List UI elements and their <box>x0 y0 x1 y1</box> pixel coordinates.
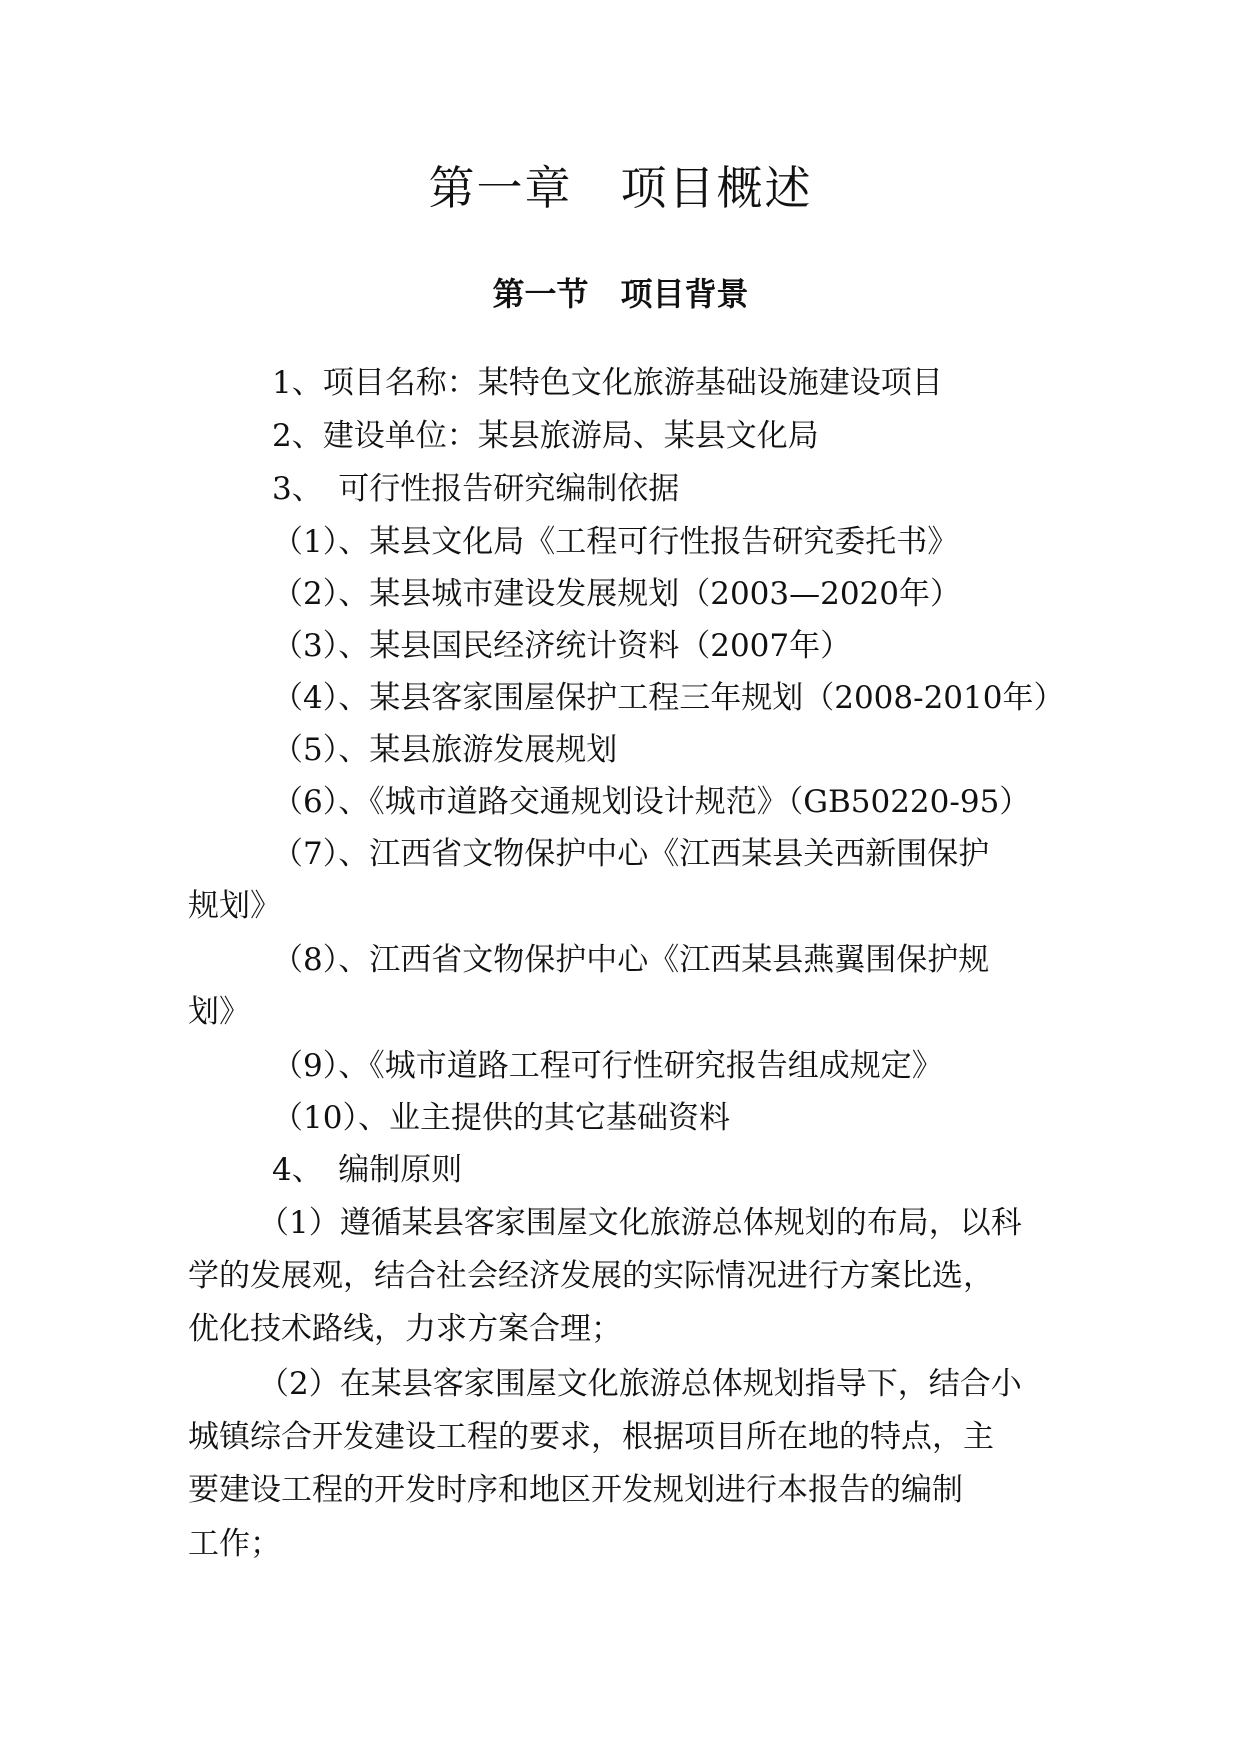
principle-2-line-1: （2）在某县客家围屋文化旅游总体规划指导下，结合小 <box>258 1366 1022 1402</box>
chapter-title: 第一章 项目概述 <box>428 161 813 215</box>
section-title: 第一节 项目背景 <box>492 275 749 313</box>
basis-item-10: （10）、业主提供的其它基础资料 <box>272 1100 730 1136</box>
basis-item-9: （9）、《城市道路工程可行性研究报告组成规定》 <box>272 1048 943 1084</box>
basis-item-2: （2）、某县城市建设发展规划（2003—2020年） <box>272 576 962 612</box>
basis-item-7: （7）、江西省文物保护中心《江西某县关西新围保护 <box>272 836 990 872</box>
principle-2-line-3: 要建设工程的开发时序和地区开发规划进行本报告的编制 <box>188 1472 963 1508</box>
principle-2-line-2: 城镇综合开发建设工程的要求，根据项目所在地的特点，主 <box>188 1419 994 1455</box>
basis-item-8-cont: 划》 <box>188 994 250 1030</box>
builder-line: 2、建设单位：某县旅游局、某县文化局 <box>272 418 819 454</box>
principles-heading: 4、 编制原则 <box>272 1152 463 1188</box>
principle-1-line-3: 优化技术路线，力求方案合理； <box>188 1311 622 1347</box>
basis-item-1: （1）、某县文化局《工程可行性报告研究委托书》 <box>272 524 959 560</box>
principle-1-line-1: （1）遵循某县客家围屋文化旅游总体规划的布局，以科 <box>258 1205 1022 1241</box>
basis-item-5: （5）、某县旅游发展规划 <box>272 732 618 768</box>
basis-heading: 3、 可行性报告研究编制依据 <box>272 471 680 507</box>
principle-2-line-4: 工作； <box>188 1526 281 1562</box>
project-name-line: 1、项目名称：某特色文化旅游基础设施建设项目 <box>272 365 943 401</box>
principle-1-line-2: 学的发展观，结合社会经济发展的实际情况进行方案比选， <box>188 1258 994 1294</box>
basis-item-3: （3）、某县国民经济统计资料（2007年） <box>272 628 852 664</box>
basis-item-6: （6）、《城市道路交通规划设计规范》（GB50220-95） <box>272 784 1031 820</box>
basis-item-8: （8）、江西省文物保护中心《江西某县燕翼围保护规 <box>272 942 990 978</box>
basis-item-7-cont: 规划》 <box>188 888 281 924</box>
basis-item-4: （4）、某县客家围屋保护工程三年规划（2008-2010年） <box>272 680 1065 716</box>
